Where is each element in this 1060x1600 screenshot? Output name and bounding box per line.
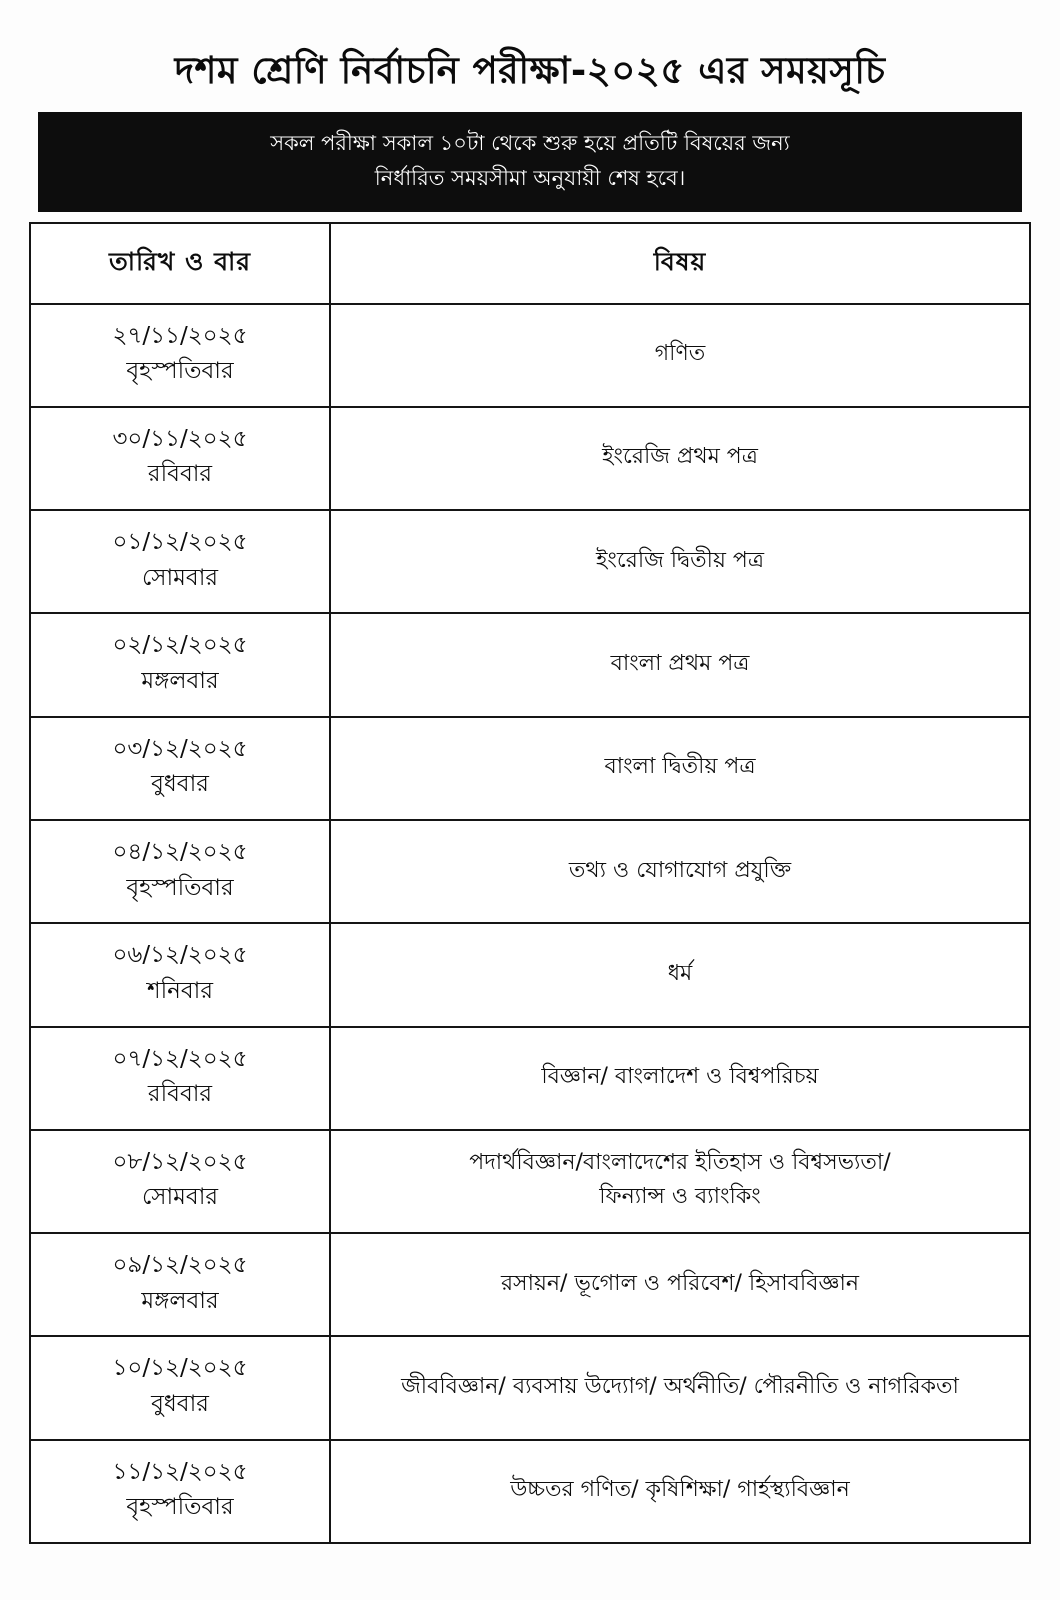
table-header-row — [30, 223, 1030, 304]
exam-routine-table — [29, 222, 1031, 1544]
date-cell — [30, 717, 330, 820]
subject-cell — [330, 820, 1030, 923]
subject-cell — [330, 1027, 1030, 1130]
notice-line-1: সকল পরীক্ষা সকাল ১০টা থেকে শুরু হয়ে প্রতিটি বিষয়ের জন্য — [270, 131, 790, 156]
subject-cell — [330, 304, 1030, 407]
subject-line-1: ইংরেজি দ্বিতীয় পত্র — [595, 547, 765, 573]
table-row — [30, 923, 1030, 1026]
subject-line-1: ধর্ম — [667, 960, 693, 986]
exam-day: সোমবার — [141, 564, 219, 591]
table-body — [30, 304, 1030, 1543]
exam-date: ৩০/১১/২০২৫ — [112, 425, 248, 452]
date-cell — [30, 510, 330, 613]
page-title: দশম শ্রেণি নির্বাচনি পরীক্ষা-২০২৫ এর সময়সূচি — [174, 49, 886, 92]
subject-line-1: বিজ্ঞান/ বাংলাদেশ ও বিশ্বপরিচয় — [541, 1064, 819, 1090]
table-row — [30, 304, 1030, 407]
table-row — [30, 1027, 1030, 1130]
subject-cell — [330, 717, 1030, 820]
subject-cell — [330, 1440, 1030, 1543]
date-cell — [30, 1336, 330, 1439]
exam-day: বৃহস্পতিবার — [126, 358, 234, 385]
exam-date: ০৬/১২/২০২৫ — [112, 942, 248, 969]
date-cell — [30, 820, 330, 923]
date-cell — [30, 304, 330, 407]
date-cell — [30, 1233, 330, 1336]
table-row — [30, 1130, 1030, 1233]
table-row — [30, 1336, 1030, 1439]
table-row — [30, 1440, 1030, 1543]
exam-day: মঙ্গলবার — [141, 1287, 219, 1314]
exam-day: রবিবার — [147, 1081, 213, 1108]
subject-line-1: জীববিজ্ঞান/ ব্যবসায় উদ্যোগ/ অর্থনীতি/ পৌরনীতি ও নাগরিকতা — [401, 1373, 959, 1399]
subject-cell — [330, 1336, 1030, 1439]
date-cell — [30, 923, 330, 1026]
date-cell — [30, 1027, 330, 1130]
subject-cell — [330, 510, 1030, 613]
subject-line-2: ফিন্যান্স ও ব্যাংকিং — [599, 1184, 761, 1210]
subject-line-1: ইংরেজি প্রথম পত্র — [602, 444, 758, 470]
exam-date: ১১/১২/২০২৫ — [112, 1458, 248, 1485]
exam-day: বুধবার — [151, 771, 209, 798]
exam-day: বৃহস্পতিবার — [126, 874, 234, 901]
table-row — [30, 407, 1030, 510]
date-cell — [30, 1440, 330, 1543]
table-row — [30, 510, 1030, 613]
exam-date: ০২/১২/২০২৫ — [112, 632, 248, 659]
subject-line-1: বাংলা দ্বিতীয় পত্র — [604, 754, 756, 780]
subject-line-1: পদার্থবিজ্ঞান/বাংলাদেশের ইতিহাস ও বিশ্বসভ্যতা/ — [469, 1150, 891, 1176]
exam-day: শনিবার — [146, 977, 214, 1004]
subject-line-1: রসায়ন/ ভূগোল ও পরিবেশ/ হিসাববিজ্ঞান — [500, 1270, 860, 1296]
date-cell — [30, 407, 330, 510]
table-row — [30, 717, 1030, 820]
column-header-date: তারিখ ও বার — [30, 223, 330, 304]
exam-date: ২৭/১১/২০২৫ — [112, 322, 248, 349]
notice-banner — [38, 112, 1022, 211]
date-cell — [30, 1130, 330, 1233]
exam-date: ১০/১২/২০২৫ — [112, 1355, 248, 1382]
subject-cell — [330, 923, 1030, 1026]
subject-line-1: বাংলা প্রথম পত্র — [610, 650, 750, 676]
exam-day: সোমবার — [141, 1184, 219, 1211]
table-row — [30, 1233, 1030, 1336]
notice-line-2: নির্ধারিত সময়সীমা অনুযায়ী শেষ হবে। — [374, 165, 686, 190]
subject-cell — [330, 1233, 1030, 1336]
column-header-subject: বিষয় — [330, 223, 1030, 304]
exam-day: রবিবার — [147, 461, 213, 488]
exam-date: ০৪/১২/২০২৫ — [112, 838, 248, 865]
exam-date: ০১/১২/২০২৫ — [112, 529, 248, 556]
subject-line-1: উচ্চতর গণিত/ কৃষিশিক্ষা/ গার্হস্থ্যবিজ্ঞান — [510, 1477, 850, 1503]
subject-cell — [330, 1130, 1030, 1233]
exam-date: ০৩/১২/২০২৫ — [112, 735, 248, 762]
exam-date: ০৮/১২/২০২৫ — [112, 1148, 248, 1175]
exam-date: ০৭/১২/২০২৫ — [112, 1045, 248, 1072]
exam-date: ০৯/১২/২০২৫ — [112, 1252, 248, 1279]
subject-line-1: গণিত — [654, 341, 706, 367]
subject-cell — [330, 613, 1030, 716]
exam-day: মঙ্গলবার — [141, 668, 219, 695]
subject-cell — [330, 407, 1030, 510]
table-row — [30, 613, 1030, 716]
table-row — [30, 820, 1030, 923]
exam-day: বৃহস্পতিবার — [126, 1494, 234, 1521]
subject-line-1: তথ্য ও যোগাযোগ প্রযুক্তি — [568, 857, 792, 883]
table-header — [30, 223, 1030, 304]
date-cell — [30, 613, 330, 716]
exam-day: বুধবার — [151, 1390, 209, 1417]
